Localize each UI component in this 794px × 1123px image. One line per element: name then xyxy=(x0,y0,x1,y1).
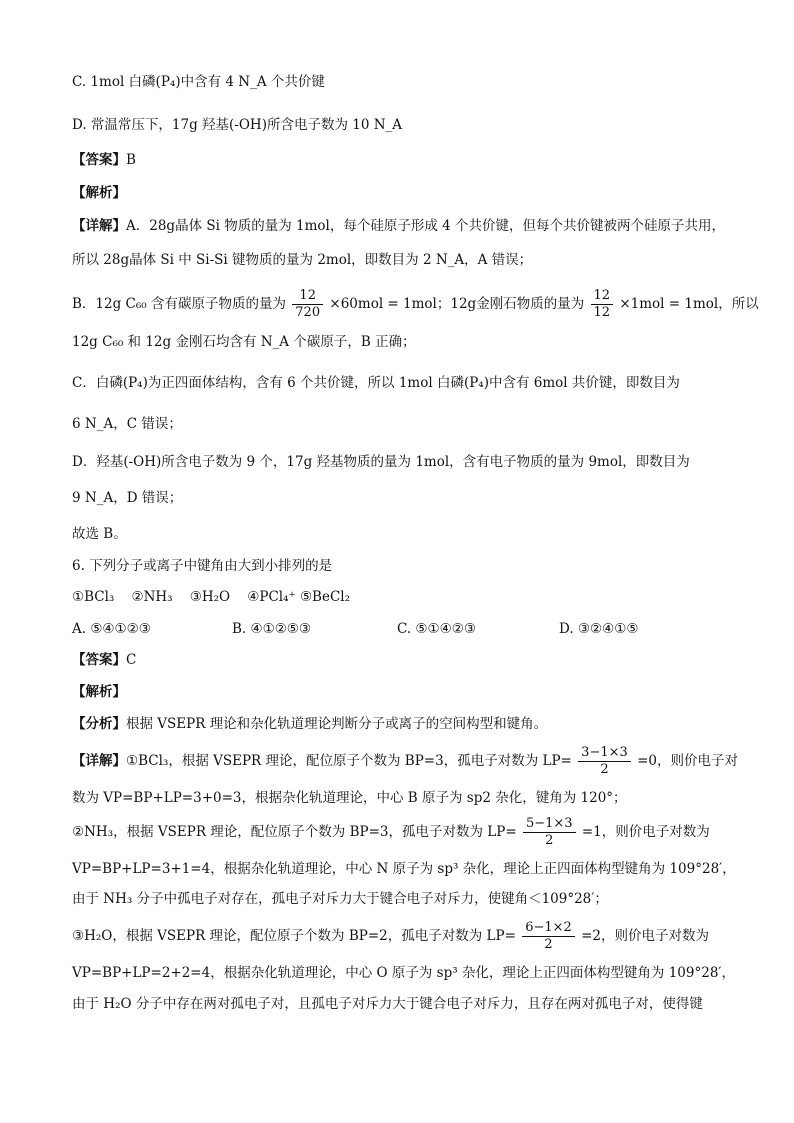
answer-tag: 【答案】 xyxy=(72,652,126,668)
fraction-denominator: 12 xyxy=(593,305,611,320)
q5-detail-b1 xyxy=(72,288,759,322)
analysis-tag: 【解析】 xyxy=(72,684,126,700)
fraction xyxy=(523,816,576,849)
analyze-text: 根据 VSEPR 理论和杂化轨道理论判断分子或离子的空间构型和键角。 xyxy=(126,716,548,732)
q6-detail-2c: 由于 NH₃ 分子中孤电子对存在，孤电子对斥力大于键合电子对斥力，使键角＜109°28′； xyxy=(72,891,608,907)
detail-text: ③H₂O，根据 VSEPR 理论，配位原子个数为 BP=2，孤电子对数为 LP= xyxy=(72,928,516,944)
fraction-denominator: 2 xyxy=(544,937,553,952)
fraction xyxy=(292,288,323,321)
detail-text: A．28g晶体 Si 物质的量为 1mol，每个硅原子形成 4 个共价键，但每个共价键被两个硅原子共用， xyxy=(126,218,726,234)
q5-detail-a1 xyxy=(72,216,734,236)
detail-text: ×1mol = 1mol，所以 xyxy=(619,296,759,312)
q6-analyze xyxy=(72,714,734,734)
q6-detail-2b: VP=BP+LP=3+1=4，根据杂化轨道理论，中心 N 原子为 sp³ 杂化，理论上正四面体构型键角为 109°28′， xyxy=(72,861,736,877)
detail-text: ×60mol = 1mol；12g金刚石物质的量为 xyxy=(329,296,585,312)
detail-tag: 【详解】 xyxy=(72,218,126,234)
q6-detail-2 xyxy=(72,816,734,852)
fraction xyxy=(578,745,631,778)
detail-text: ②NH₃，根据 VSEPR 理论，配位原子个数为 BP=3，孤电子对数为 LP= xyxy=(72,824,517,840)
q6-detail-3b: VP=BP+LP=2+2=4，根据杂化轨道理论，中心 O 原子为 sp³ 杂化，理论上正四面体构型键角为 109°28′， xyxy=(72,965,735,981)
fraction xyxy=(591,288,614,321)
detail-text: =0，则价电子对 xyxy=(637,753,738,769)
q6-detail-1b: 数为 VP=BP+LP=3+0=3，根据杂化轨道理论，中心 B 原子为 sp2 杂化，键角为 120°； xyxy=(72,790,627,806)
fraction-numerator: 12 xyxy=(591,288,614,305)
fraction-numerator: 5−1×3 xyxy=(523,816,576,833)
q6-option-b: B. ④①②⑤③ xyxy=(232,621,312,637)
analyze-tag: 【分析】 xyxy=(72,716,126,732)
detail-text: =1，则价电子对数为 xyxy=(581,824,710,840)
detail-text: =2，则价电子对数为 xyxy=(581,928,709,944)
fraction-denominator: 720 xyxy=(295,305,321,320)
answer-value: C xyxy=(126,652,137,668)
fraction-numerator: 6−1×2 xyxy=(522,920,575,937)
fraction-denominator: 2 xyxy=(545,833,554,848)
q5-detail-c1: C．白磷(P₄)为正四面体结构，含有 6 个共价键，所以 1mol 白磷(P₄)中含有 6mol 共价键，即数目为 xyxy=(72,375,680,391)
answer-tag: 【答案】 xyxy=(72,152,126,168)
q6-detail-3c: 由于 H₂O 分子中存在两对孤电子对，且孤电子对斥力大于键合电子对斥力，且存在两对孤电子对，使得键 xyxy=(72,996,703,1012)
q6-options xyxy=(72,619,734,639)
q5-option-c: C. 1mol 白磷(P₄)中含有 4 N_A 个共价键 xyxy=(72,74,325,90)
q6-items: ①BCl₃ ②NH₃ ③H₂O ④PCl₄⁺ ⑤BeCl₂ xyxy=(72,589,351,605)
fraction xyxy=(522,920,575,953)
q5-detail-c2: 6 N_A，C 错误； xyxy=(72,416,182,432)
q6-option-a: A. ⑤④①②③ xyxy=(72,621,151,637)
q6-stem: 6. 下列分子或离子中键角由大到小排列的是 xyxy=(72,558,333,574)
q6-analysis-tag xyxy=(72,682,734,702)
q5-detail-d2: 9 N_A，D 错误； xyxy=(72,490,183,506)
q5-analysis-tag xyxy=(72,183,734,203)
q5-detail-b2: 12g C₆₀ 和 12g 金刚石均含有 N_A 个碳原子，B 正确； xyxy=(72,334,416,350)
detail-text: ①BCl₃，根据 VSEPR 理论，配位原子个数为 BP=3，孤电子对数为 LP= xyxy=(126,753,572,769)
detail-tag: 【详解】 xyxy=(72,753,126,769)
q5-answer-line xyxy=(72,150,734,170)
q6-detail-1 xyxy=(72,745,738,781)
fraction-numerator: 3−1×3 xyxy=(578,745,631,762)
q6-answer-line xyxy=(72,650,734,670)
q5-detail-d1: D．羟基(-OH)所含电子数为 9 个，17g 羟基物质的量为 1mol，含有电子物质的量为 9mol，即数目为 xyxy=(72,454,690,470)
q5-detail-a2: 所以 28g晶体 Si 中 Si-Si 键物质的量为 2mol，即数目为 2 N_A，A 错误； xyxy=(72,252,533,268)
answer-value: B xyxy=(126,152,136,168)
fraction-denominator: 2 xyxy=(600,762,609,777)
q5-conclusion: 故选 B。 xyxy=(72,526,127,542)
q5-option-d: D. 常温常压下，17g 羟基(-OH)所含电子数为 10 N_A xyxy=(72,117,403,133)
q6-detail-3 xyxy=(72,920,734,956)
q6-option-c: C. ⑤①④②③ xyxy=(397,621,476,637)
q6-option-d: D. ③②④①⑤ xyxy=(559,621,639,637)
fraction-numerator: 12 xyxy=(292,288,323,305)
detail-text: B．12g C₆₀ 含有碳原子物质的量为 xyxy=(72,296,286,312)
analysis-tag: 【解析】 xyxy=(72,185,126,201)
